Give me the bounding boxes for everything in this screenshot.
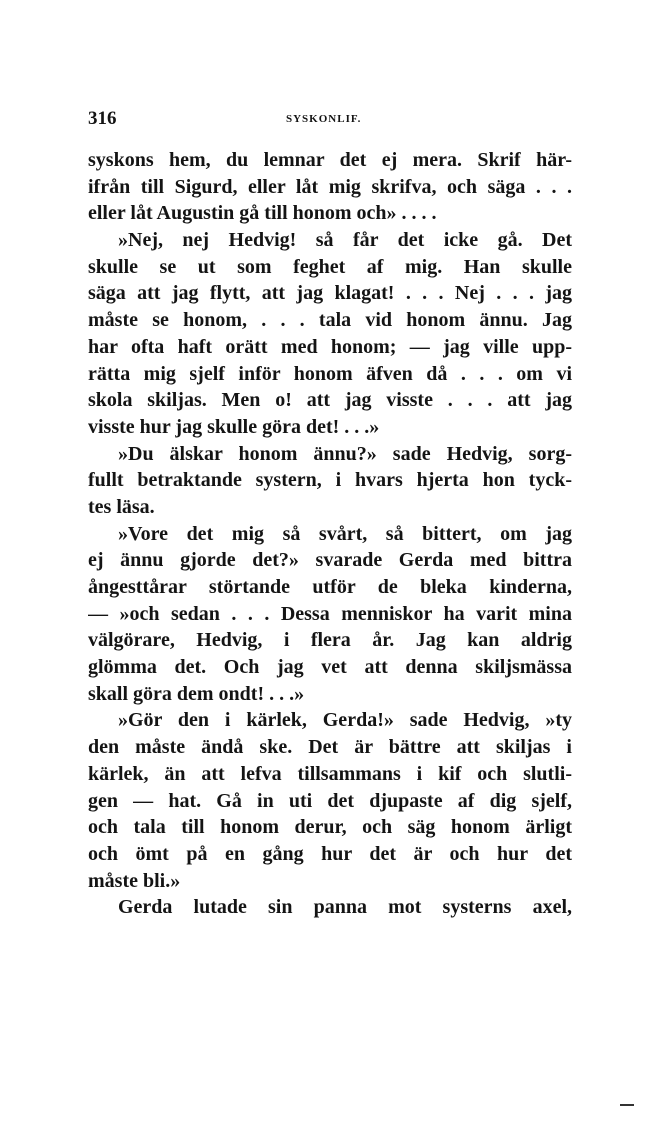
text-line: syskons hem, du lemnar det ej mera. Skrif här-	[88, 149, 572, 171]
text-line: »Vore det mig så svårt, så bittert, om jag	[118, 522, 572, 545]
text-line: måste bli.»	[88, 869, 181, 892]
text-line: »Du älskar honom ännu?» sade Hedvig, sorg-	[118, 442, 572, 465]
text-line: ej ännu gjorde det?» svarade Gerda med bittra	[88, 549, 572, 572]
text-line: eller låt Augustin gå till honom och» . . . .	[88, 202, 437, 225]
body-text	[88, 147, 572, 921]
text-line: och ömt på en gång hur det är och hur det	[88, 842, 572, 865]
text-line: skall göra dem ondt! . . .»	[88, 682, 305, 705]
text-line: — »och sedan . . . Dessa menniskor ha varit mina	[88, 602, 572, 625]
text-line: tes läsa.	[88, 495, 155, 518]
text-line: ångesttårar störtande utför de bleka kinderna,	[88, 576, 572, 598]
margin-dash	[620, 1104, 634, 1106]
text-line: välgörare, Hedvig, i flera år. Jag kan aldrig	[88, 629, 572, 652]
text-line: »Nej, nej Hedvig! så får det icke gå. Det	[118, 229, 572, 252]
text-line: har ofta haft orätt med honom; — jag ville upp-	[88, 335, 572, 358]
running-head: SYSKONLIF.	[286, 113, 362, 125]
text-line: skola skiljas. Men o! att jag visste . . . att jag	[88, 389, 572, 412]
text-line: måste se honom, . . . tala vid honom ännu. Jag	[88, 309, 572, 332]
text-line: visste hur jag skulle göra det! . . .»	[88, 415, 380, 438]
text-line: gen — hat. Gå in uti det djupaste af dig sjelf,	[88, 789, 572, 812]
text-line: rätta mig sjelf inför honom äfven då . . . om vi	[88, 362, 572, 385]
text-line: fullt betraktande systern, i hvars hjerta hon tyck-	[88, 469, 572, 492]
text-line: säga att jag flytt, att jag klagat! . . . Nej . . . jag	[88, 282, 572, 305]
text-line: skulle se ut som feghet af mig. Han skulle	[88, 255, 572, 278]
text-line: kärlek, än att lefva tillsammans i kif och slutli-	[88, 762, 572, 785]
page-number: 316	[88, 108, 117, 129]
text-line: ifrån till Sigurd, eller låt mig skrifva, och säga . . .	[88, 175, 572, 198]
text-line: glömma det. Och jag vet att denna skiljsmässa	[88, 656, 572, 679]
text-line: Gerda lutade sin panna mot systerns axel,	[118, 896, 572, 919]
text-line: den måste ändå ske. Det är bättre att skiljas i	[88, 736, 572, 759]
page-header	[88, 108, 572, 134]
text-line: »Gör den i kärlek, Gerda!» sade Hedvig, »ty	[118, 709, 572, 732]
text-line: och tala till honom derur, och säg honom ärligt	[88, 816, 572, 839]
